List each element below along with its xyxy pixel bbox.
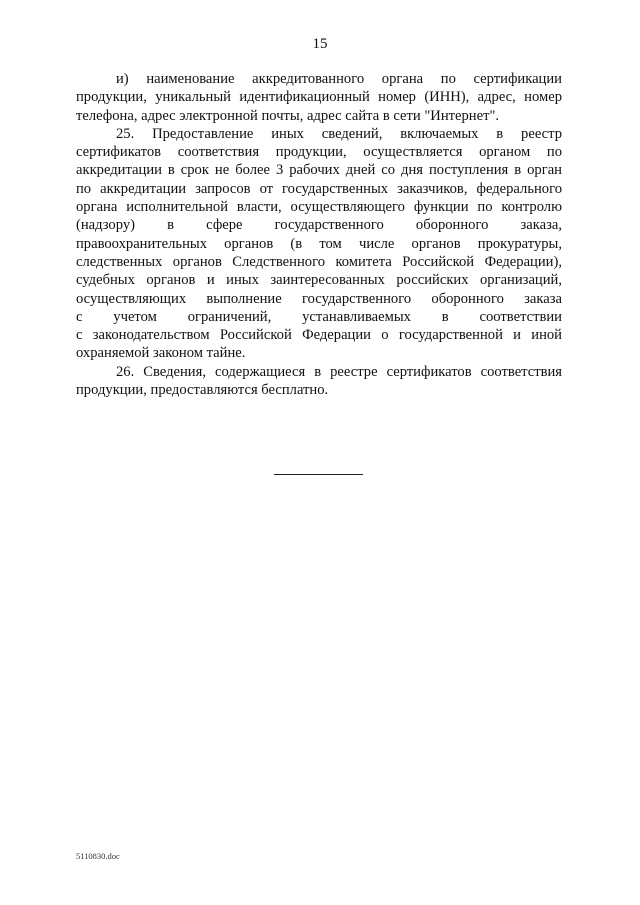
- text-line: органа исполнительной власти, осуществляющего функции по контролю: [76, 199, 562, 216]
- text-line: аккредитации в срок не более 3 рабочих дней со дня поступления в орган: [76, 162, 562, 179]
- text-line: (надзору) в сфере государственного оборонного заказа,: [76, 217, 562, 234]
- text-line: осуществляющих выполнение государственного оборонного заказа: [76, 290, 562, 307]
- text-line: 26. Сведения, содержащиеся в реестре сертификатов соответствия: [116, 363, 562, 380]
- text-line: судебных органов и иных заинтересованных российских организаций,: [76, 272, 562, 289]
- text-line: и) наименование аккредитованного органа по сертификации: [116, 71, 562, 87]
- text-line: 25. Предоставление иных сведений, включаемых в реестр: [116, 125, 562, 142]
- paragraph-25: [76, 125, 562, 363]
- text-line: правоохранительных органов (в том числе органов прокуратуры,: [76, 235, 562, 252]
- end-of-document-rule: [274, 474, 363, 475]
- text-line: с учетом ограничений, устанавливаемых в соответствии: [76, 308, 562, 325]
- text-line: по аккредитации запросов от государственных заказчиков, федерального: [76, 180, 562, 197]
- text-line: продукции, предоставляются бесплатно.: [76, 382, 329, 399]
- paragraph-item-i: [76, 70, 562, 125]
- text-line: продукции, уникальный идентификационный номер (ИНН), адрес, номер: [76, 89, 562, 106]
- document-body: [76, 70, 562, 399]
- text-line: с законодательством Российской Федерации о государственной и иной: [76, 327, 562, 344]
- text-line: телефона, адрес электронной почты, адрес сайта в сети "Интернет".: [76, 107, 500, 124]
- text-line: сертификатов соответствия продукции, осуществляется органом по: [76, 144, 562, 161]
- paragraph-26: [76, 363, 562, 400]
- page-number: 15: [312, 36, 328, 52]
- text-line: следственных органов Следственного комитета Российской Федерации),: [76, 253, 562, 270]
- document-file-code: 5110830.doc: [76, 851, 120, 861]
- text-line: охраняемой законом тайне.: [76, 345, 246, 362]
